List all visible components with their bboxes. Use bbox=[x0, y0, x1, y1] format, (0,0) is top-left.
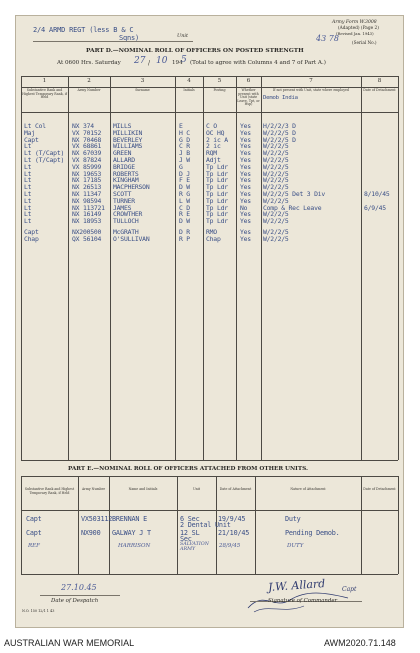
d-cell-initials: R G bbox=[179, 190, 190, 198]
d-cell-rank: Lt bbox=[24, 203, 32, 212]
d-cell-posting: RQM bbox=[206, 149, 217, 158]
form-name: Army Form W.3008 bbox=[332, 20, 377, 25]
form-adapted: (Adapted) (Page 2) bbox=[338, 26, 379, 31]
d-cell-present: Yes bbox=[240, 122, 251, 130]
d-cell-number: NX 16149 bbox=[72, 210, 102, 219]
d-col-header: Posting bbox=[213, 88, 226, 92]
d-cell-initials: G bbox=[179, 162, 183, 171]
d-cell-number: VX 70152 bbox=[72, 128, 102, 137]
d-cell-remarks: W/2/2/5 bbox=[263, 217, 289, 226]
d-cell-rank: Capt bbox=[24, 135, 39, 144]
d-cell-remarks: W/2/2/5 D bbox=[263, 135, 296, 144]
d-cell-remarks: W/2/2/5 bbox=[263, 149, 289, 158]
print-code: N.O. 150 12/1 1 43 bbox=[22, 609, 55, 613]
d-cell-initials: D W bbox=[179, 183, 190, 192]
date-slash: / bbox=[148, 60, 151, 67]
d-cell-remarks: W/2/2/5 bbox=[263, 196, 289, 205]
e-col-rule bbox=[398, 476, 399, 574]
d-cell-initials: D J bbox=[179, 169, 190, 178]
d-cell-remarks: W/2/2/5 Det 3 Div bbox=[263, 190, 326, 198]
d-cell-remarks: W/2/2/5 D bbox=[263, 128, 296, 137]
d-cell-surname: TULLOCH bbox=[113, 217, 139, 226]
d-cell-remarks: W/2/2/5 bbox=[263, 176, 289, 185]
d-cell-surname: MACPHERSON bbox=[113, 183, 150, 192]
d-col-header: Initials bbox=[183, 88, 195, 92]
d-cell-present: Yes bbox=[240, 162, 251, 171]
d-cell-rank: Lt bbox=[24, 183, 32, 192]
d-remarks-head: Demob India bbox=[263, 95, 298, 101]
d-col-header: Surname bbox=[135, 88, 150, 92]
d-row-rule bbox=[21, 76, 398, 77]
d-cell-rank: Lt bbox=[24, 217, 32, 226]
d-cell-initials: J W bbox=[179, 156, 190, 164]
d-cell-number: NX 67039 bbox=[72, 149, 102, 158]
d-cell-posting: Tp Ldr bbox=[206, 190, 228, 198]
d-col-number: 3 bbox=[140, 78, 145, 84]
d-cell-surname: ALLARD bbox=[113, 156, 135, 164]
e-col-header: Name and Initials bbox=[128, 487, 158, 491]
d-cell-surname: MILLIKIN bbox=[113, 128, 143, 137]
d-cell-number: VX 87824 bbox=[72, 156, 102, 164]
e-col-header: Substantive Rank and Highest Temporary Rank, if Held bbox=[24, 487, 75, 495]
caption-left: AUSTRALIAN WAR MEMORIAL bbox=[4, 638, 135, 648]
e-hand-rank: REF bbox=[28, 543, 40, 549]
date-year: 5 bbox=[181, 55, 187, 65]
e-hand-nature: DUTY bbox=[287, 543, 304, 549]
d-cell-surname: JAMES bbox=[113, 203, 132, 212]
d-cell-rank: Lt bbox=[24, 176, 32, 185]
d-col-number: 7 bbox=[309, 78, 313, 84]
caption-right: AWM2020.71.148 bbox=[324, 638, 396, 648]
d-cell-present: Yes bbox=[240, 210, 251, 219]
despatch-label: Date of Despatch bbox=[51, 598, 99, 604]
d-cell-surname: BEVERLEY bbox=[113, 135, 143, 144]
d-row-rule bbox=[21, 460, 398, 461]
d-row-rule bbox=[21, 112, 398, 113]
d-cell-surname: ROBERTS bbox=[113, 169, 139, 178]
d-cell-surname: GREEN bbox=[113, 149, 132, 158]
d-cell-initials: H C bbox=[179, 128, 190, 137]
d-cell-number: QX 56104 bbox=[72, 234, 102, 243]
d-cell-surname: BRIDGE bbox=[113, 162, 135, 171]
part-e-title: PART E.—NOMINAL ROLL OF OFFICERS ATTACHED FROM OTHER UNITS. bbox=[68, 466, 308, 472]
e-cell-unit: 12 SL bbox=[180, 529, 200, 537]
despatch-date: 27.10.45 bbox=[61, 583, 97, 592]
e-cell-date: 19/9/45 bbox=[218, 515, 246, 523]
d-cell-number: NX200500 bbox=[72, 228, 102, 236]
d-cell-posting: Tp Ldr bbox=[206, 176, 228, 185]
d-cell-posting: C O bbox=[206, 122, 217, 130]
serial-label: (Serial No.) bbox=[352, 40, 377, 45]
d-col-rule bbox=[175, 76, 176, 460]
d-cell-number: NX 17185 bbox=[72, 176, 102, 185]
e-col-header: Unit bbox=[192, 487, 201, 491]
d-cell-remarks: W/2/2/5 bbox=[263, 162, 289, 171]
e-cell-nature: Duty bbox=[285, 515, 301, 523]
d-col-header: Substantive Rank and Highest Temporary Rank, if Held bbox=[22, 88, 67, 100]
d-cell-present: Yes bbox=[240, 142, 251, 151]
d-cell-present: Yes bbox=[240, 217, 251, 226]
d-cell-initials: C R bbox=[179, 142, 190, 151]
d-cell-date: 8/10/45 bbox=[364, 190, 390, 198]
e-cell-unit: 6 Sec bbox=[180, 515, 200, 523]
d-cell-number: NX 113721 bbox=[72, 203, 105, 212]
commander-label: Signature of Commander bbox=[268, 598, 338, 604]
d-cell-present: Yes bbox=[240, 156, 251, 164]
d-col-header: Date of Detachment bbox=[363, 88, 396, 92]
d-col-number: 8 bbox=[377, 78, 382, 84]
d-cell-number: NX 70468 bbox=[72, 135, 102, 144]
d-cell-present: Yes bbox=[240, 228, 251, 236]
e-cell-name: GALWAY J T bbox=[112, 529, 151, 537]
d-cell-initials: F E bbox=[179, 176, 190, 185]
d-cell-number: NX 11347 bbox=[72, 190, 102, 198]
d-col-rule bbox=[261, 76, 262, 460]
e-col-header: Date of Attachment bbox=[219, 487, 252, 491]
e-cell-name: BRENNAN E bbox=[112, 515, 148, 523]
d-cell-initials: D R bbox=[179, 228, 190, 236]
e-cell-number: VX503112 bbox=[81, 515, 113, 523]
d-cell-posting: Tp Ldr bbox=[206, 196, 228, 205]
d-col-number: 5 bbox=[217, 78, 222, 84]
d-cell-surname: MILLS bbox=[113, 122, 132, 130]
e-cell-unit2: Sec bbox=[180, 535, 192, 543]
e-cell-number: NX900 bbox=[81, 529, 101, 537]
d-col-header: Whether present with Unit (state Leave, Tpt, or Hsp) bbox=[237, 88, 260, 107]
d-cell-posting: 2 ic A bbox=[206, 135, 228, 144]
d-cell-present: Yes bbox=[240, 190, 251, 198]
d-cell-rank: Lt bbox=[24, 210, 32, 219]
d-cell-posting: Tp Ldr bbox=[206, 210, 228, 219]
e-cell-rank: Capt bbox=[26, 529, 42, 537]
d-cell-rank: Lt (T/Capt) bbox=[24, 156, 65, 164]
e-col-header: Nature of Attachment bbox=[290, 487, 326, 491]
d-cell-surname: McGRATH bbox=[113, 228, 139, 236]
d-cell-posting: Adjt bbox=[206, 156, 221, 164]
d-col-number: 4 bbox=[187, 78, 191, 84]
d-cell-remarks: W/2/2/5 bbox=[263, 142, 289, 151]
d-cell-initials: G D bbox=[179, 135, 190, 144]
unit-name-cont: Sqns) bbox=[119, 34, 140, 42]
d-col-rule bbox=[21, 76, 22, 460]
e-hand-name: HARRISON bbox=[118, 543, 151, 549]
d-col-rule bbox=[236, 76, 237, 460]
d-col-number: 1 bbox=[42, 78, 47, 84]
d-cell-initials: D W bbox=[179, 217, 190, 226]
d-col-rule bbox=[203, 76, 204, 460]
d-cell-present: No bbox=[240, 203, 248, 212]
unit-label: Unit bbox=[177, 33, 189, 39]
d-cell-initials: R E bbox=[179, 210, 190, 219]
d-cell-remarks: W/2/2/5 bbox=[263, 156, 289, 164]
d-cell-posting: OC HQ bbox=[206, 128, 225, 137]
signature-suffix: Capt bbox=[342, 586, 357, 593]
d-cell-initials: R P bbox=[179, 234, 190, 243]
d-cell-remarks: W/2/2/5 bbox=[263, 210, 289, 219]
d-cell-number: NX 98594 bbox=[72, 196, 102, 205]
date-day: 27 bbox=[134, 56, 146, 66]
d-cell-posting: Tp Ldr bbox=[206, 169, 228, 178]
d-cell-present: Yes bbox=[240, 196, 251, 205]
e-col-header: Date of Detachment bbox=[363, 487, 396, 491]
d-cell-number: NX 374 bbox=[72, 122, 94, 130]
d-cell-surname: KINGHAM bbox=[113, 176, 139, 185]
d-cell-initials: E bbox=[179, 122, 183, 130]
d-cell-surname: WILLIAMS bbox=[113, 142, 143, 151]
d-cell-rank: Lt bbox=[24, 196, 32, 205]
d-cell-remarks: W/2/2/5 bbox=[263, 234, 289, 243]
d-cell-present: Yes bbox=[240, 128, 251, 137]
d-cell-rank: Lt Col bbox=[24, 122, 46, 130]
d-cell-number: NX 18953 bbox=[72, 217, 102, 226]
part-d-date-prefix: At 0600 Hrs. Saturday bbox=[57, 60, 121, 66]
e-hand-unit: SALVATION ARMY bbox=[180, 542, 209, 553]
d-col-number: 6 bbox=[246, 78, 251, 84]
d-cell-posting: Chap bbox=[206, 234, 221, 243]
d-col-header: Army Number bbox=[77, 88, 101, 92]
d-cell-rank: Lt bbox=[24, 162, 32, 171]
unit-name: 2/4 ARMD REGT (less B & C bbox=[33, 26, 134, 34]
date-suffix: (Total to agree with Columns 4 and 7 of Part A.) bbox=[190, 60, 326, 66]
d-cell-present: Yes bbox=[240, 183, 251, 192]
d-col-rule bbox=[398, 76, 399, 460]
d-cell-initials: J B bbox=[179, 149, 190, 158]
d-cell-present: Yes bbox=[240, 149, 251, 158]
d-col-header: If not present with Unit, state where employed bbox=[273, 88, 349, 92]
d-cell-surname: O'SULLIVAN bbox=[113, 234, 150, 243]
d-cell-rank: Lt bbox=[24, 190, 32, 198]
d-cell-rank: Maj bbox=[24, 128, 35, 137]
d-cell-remarks: W/2/2/5 bbox=[263, 169, 289, 178]
serial-number: 43 78 bbox=[316, 34, 339, 43]
e-col-header: Army Number bbox=[82, 487, 105, 491]
d-cell-posting: Tp Ldr bbox=[206, 203, 228, 212]
d-cell-initials: C D bbox=[179, 203, 190, 212]
d-cell-date: 6/9/45 bbox=[364, 203, 386, 212]
d-cell-number: VX 68861 bbox=[72, 142, 102, 151]
date-month: 10 bbox=[156, 56, 168, 66]
d-cell-surname: CROWTHER bbox=[113, 210, 143, 219]
d-cell-present: Yes bbox=[240, 176, 251, 185]
form-revised: (Revised Jan. 1943) bbox=[336, 31, 374, 36]
d-cell-posting: RMO bbox=[206, 228, 217, 236]
commander-signature: J.W. Allard bbox=[267, 577, 326, 594]
d-col-rule bbox=[361, 76, 362, 460]
e-hand-date: 28/9/45 bbox=[219, 543, 241, 549]
d-cell-remarks: W/2/2/5 bbox=[263, 228, 289, 236]
e-cell-unit2: 2 Dental Unit bbox=[180, 521, 231, 529]
d-cell-posting: Tp Ldr bbox=[206, 162, 228, 171]
d-cell-remarks: W/2/2/5 bbox=[263, 183, 289, 192]
d-cell-number: NX 19653 bbox=[72, 169, 102, 178]
part-d-title: PART D.—NOMINAL ROLL OF OFFICERS ON POSTED STRENGTH bbox=[86, 47, 304, 54]
e-row-rule bbox=[21, 510, 398, 511]
e-cell-rank: Capt bbox=[26, 515, 42, 523]
d-cell-number: VX 85999 bbox=[72, 162, 102, 171]
d-cell-rank: Lt bbox=[24, 169, 32, 178]
d-cell-surname: SCOTT bbox=[113, 190, 132, 198]
e-row-rule bbox=[21, 574, 398, 575]
date-year-prefix: 194 bbox=[172, 60, 183, 66]
d-cell-present: Yes bbox=[240, 135, 251, 144]
d-cell-rank: Lt bbox=[24, 142, 32, 151]
d-cell-surname: TURNER bbox=[113, 196, 135, 205]
d-cell-posting: Tp Ldr bbox=[206, 217, 228, 226]
d-col-rule bbox=[110, 76, 111, 460]
unit-underline bbox=[33, 41, 193, 42]
d-cell-rank: Capt bbox=[24, 228, 39, 236]
d-cell-present: Yes bbox=[240, 169, 251, 178]
d-cell-remarks: Comp & Rec Leave bbox=[263, 203, 322, 212]
d-cell-posting: Tp Ldr bbox=[206, 183, 228, 192]
document-sheet bbox=[15, 15, 404, 628]
d-col-number: 2 bbox=[87, 78, 91, 84]
d-col-rule bbox=[68, 76, 69, 460]
d-cell-rank: Chap bbox=[24, 234, 39, 243]
d-cell-number: NX 26513 bbox=[72, 183, 102, 192]
e-cell-nature: Pending Demob. bbox=[285, 529, 340, 537]
e-row-rule bbox=[21, 476, 398, 477]
d-cell-remarks: H/2/2/3 D bbox=[263, 122, 296, 130]
despatch-line bbox=[40, 595, 120, 596]
d-cell-posting: 2 ic bbox=[206, 142, 221, 151]
e-cell-date: 21/10/45 bbox=[218, 529, 250, 537]
d-cell-present: Yes bbox=[240, 234, 251, 243]
d-cell-initials: L W bbox=[179, 196, 190, 205]
d-cell-rank: Lt (T/Capt) bbox=[24, 149, 65, 158]
